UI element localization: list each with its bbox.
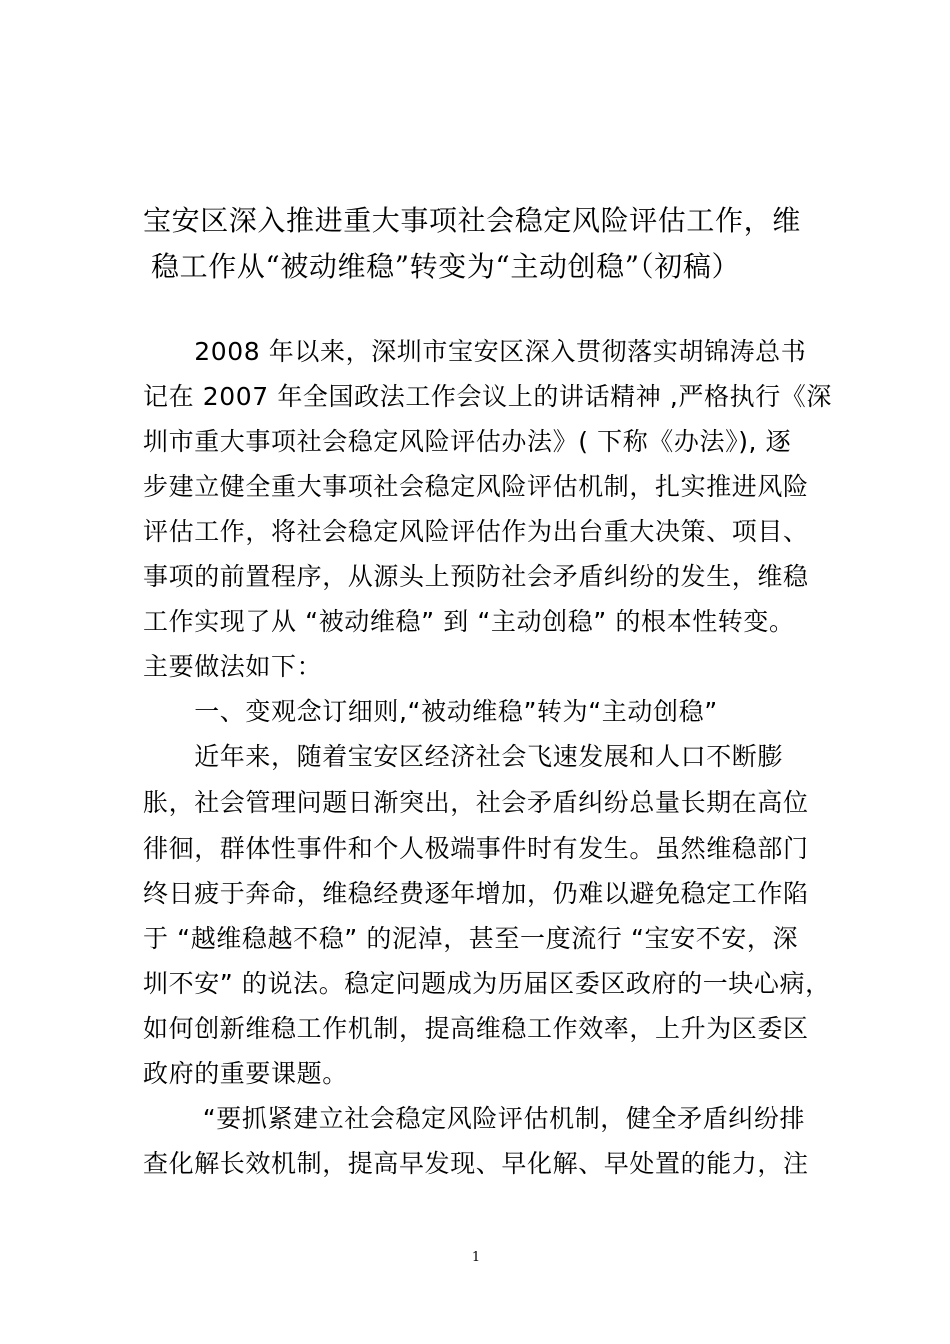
body-line: 近年来，随着宝安区经济社会飞速发展和人口不断膨 (143, 742, 784, 771)
body-line: 工作实现了从 “被动维稳” 到 “主动创稳” 的根本性转变。 (143, 607, 795, 636)
body-line: 胀，社会管理问题日渐突出，社会矛盾纠纷总量长期在高位 (143, 788, 809, 817)
body-line: 圳市重大事项社会稳定风险评估办法》( 下称《办法》), 逐 (143, 427, 792, 456)
body-line: 主要做法如下： (143, 652, 323, 681)
body-line: “要抓紧建立社会稳定风险评估机制，健全矛盾纠纷排 (143, 1104, 806, 1133)
title-line-2: 稳工作从“被动维稳”转变为“主动创稳”（初稿） (151, 250, 741, 283)
body-line: 步建立健全重大事项社会稳定风险评估机制，扎实推进风险 (143, 472, 809, 501)
body-line: 徘徊，群体性事件和个人极端事件时有发生。虽然维稳部门 (143, 834, 809, 863)
title-line-1: 宝安区深入推进重大事项社会稳定风险评估工作，维 (143, 204, 801, 237)
body-line: 评估工作，将社会稳定风险评估作为出台重大决策、项目、 (143, 517, 809, 546)
page-number: 1 (471, 1250, 481, 1265)
body-line: 于 “越维稳越不稳” 的泥淖，甚至一度流行 “宝安不安，深 (143, 924, 799, 953)
body-line: 圳不安” 的说法。稳定问题成为历届区委区政府的一块心病， (143, 969, 831, 998)
body-line: 2008 年以来，深圳市宝安区深入贯彻落实胡锦涛总书 (143, 337, 807, 366)
body-line: 查化解长效机制，提高早发现、早化解、早处置的能力，注 (143, 1149, 809, 1178)
body-line: 事项的前置程序，从源头上预防社会矛盾纠纷的发生，维稳 (143, 562, 809, 591)
section-heading: 一、变观念订细则,“被动维稳”转为“主动创稳” (143, 697, 718, 726)
body-line: 记在 2007 年全国政法工作会议上的讲话精神 ,严格执行《深 (143, 382, 833, 411)
body-line: 终日疲于奔命，维稳经费逐年增加，仍难以避免稳定工作陷 (143, 879, 809, 908)
document-title (143, 198, 823, 290)
body-line: 如何创新维稳工作机制，提高维稳工作效率，上升为区委区 (143, 1014, 809, 1043)
body-line: 政府的重要课题。 (143, 1059, 348, 1088)
